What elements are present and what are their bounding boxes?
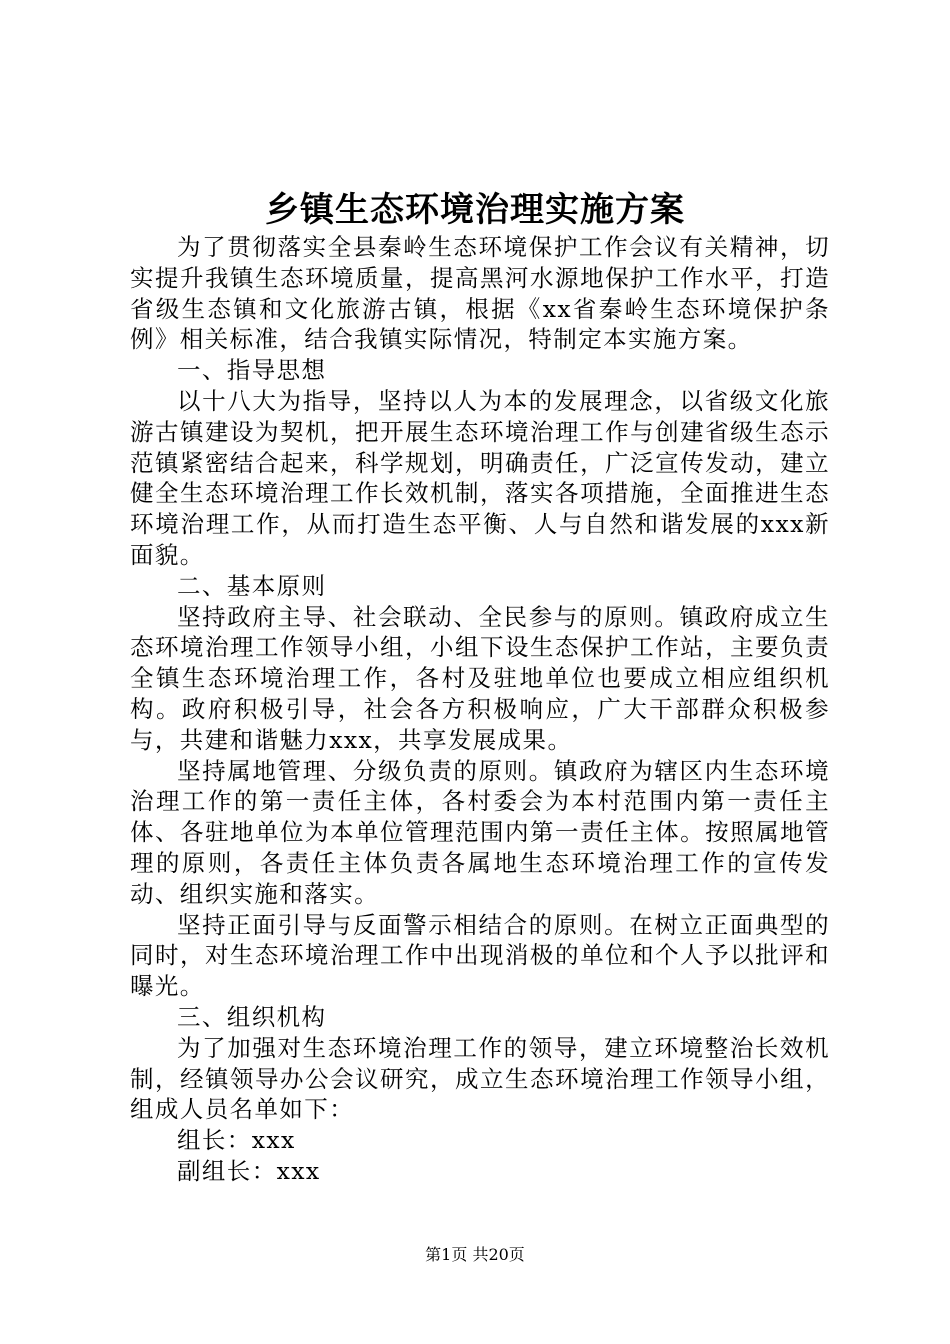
intro-paragraph: 为了贯彻落实全县秦岭生态环境保护工作会议有关精神，切实提升我镇生态环境质量，提高黑河水源地保护工作水平，打造省级生态镇和文化旅游古镇，根据《xx省秦岭生态环境保护条例》相关标准，结合我镇实际情况，特制定本实施方案。 [130, 233, 830, 354]
principle-paragraph-3: 坚持正面引导与反面警示相结合的原则。在树立正面典型的同时，对生态环境治理工作中出现消极的单位和个人予以批评和曝光。 [130, 910, 830, 1001]
deputy-team-leader-line: 副组长：xxx [177, 1156, 321, 1185]
principle-paragraph-2: 坚持属地管理、分级负责的原则。镇政府为辖区内生态环境治理工作的第一责任主体，各村委会为本村范围内第一责任主体、各驻地单位为本单位管理范围内第一责任主体。按照属地管理的原则，各责任主体负责各属地生态环境治理工作的宣传发动、组织实施和落实。 [130, 756, 830, 908]
guiding-ideology-paragraph: 以十八大为指导，坚持以人为本的发展理念，以省级文化旅游古镇建设为契机，把开展生态环境治理工作与创建省级生态示范镇紧密结合起来，科学规划，明确责任，广泛宣传发动，建立健全生态环境治理工作长效机制，落实各项措施，全面推进生态环境治理工作，从而打造生态平衡、人与自然和谐发展的xxx新面貌。 [130, 386, 830, 569]
section-heading-guiding-ideology: 一、指导思想 [177, 356, 327, 385]
document-body [130, 232, 830, 1187]
document-title: 乡镇生态环境治理实施方案 [265, 190, 685, 230]
principle-paragraph-1: 坚持政府主导、社会联动、全民参与的原则。镇政府成立生态环境治理工作领导小组，小组下设生态保护工作站，主要负责全镇生态环境治理工作，各村及驻地单位也要成立相应组织机构。政府积极引导，社会各方积极响应，广大干部群众积极参与，共建和谐魅力xxx，共享发展成果。 [130, 602, 830, 754]
section-heading-basic-principles: 二、基本原则 [177, 571, 327, 600]
organization-paragraph: 为了加强对生态环境治理工作的领导，建立环境整治长效机制，经镇领导办公会议研究，成立生态环境治理工作领导小组，组成人员名单如下： [130, 1033, 830, 1124]
page-footer: 第1页 共20页 [425, 1245, 525, 1264]
section-heading-organization: 三、组织机构 [177, 1002, 327, 1031]
team-leader-line: 组长：xxx [177, 1126, 296, 1155]
